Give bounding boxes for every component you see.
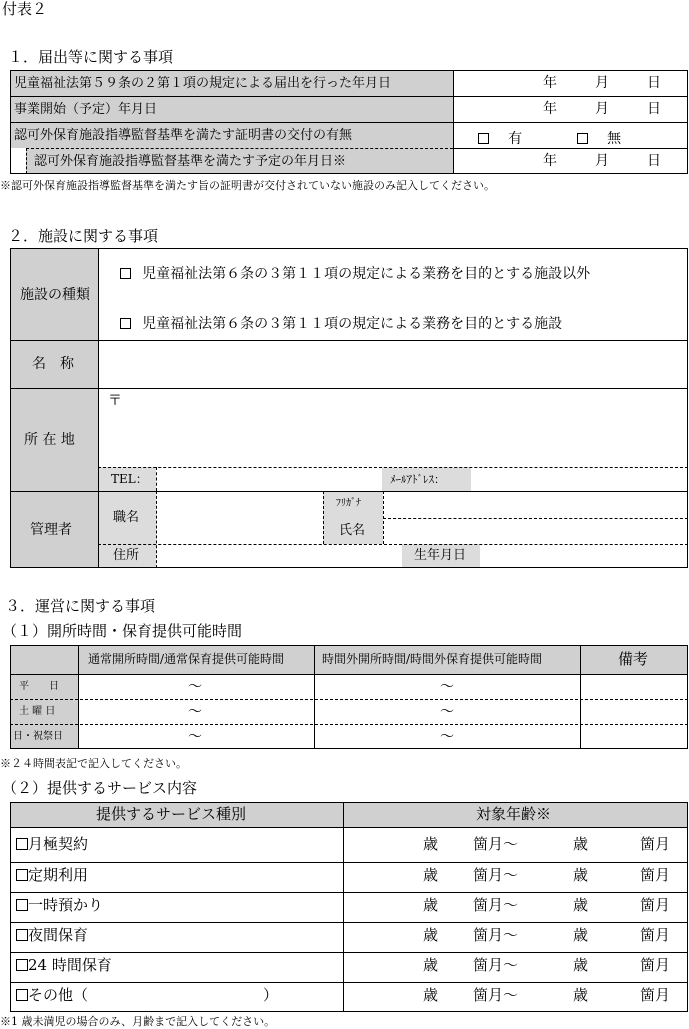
service-label: 月極契約 xyxy=(28,835,89,853)
service-label: 定期利用 xyxy=(28,866,89,884)
facility-type-option-1[interactable]: 児童福祉法第６条の３第１１項の規定による業務を目的とする施設以外 xyxy=(120,263,590,283)
service-type-header: 提供するサービス種別 xyxy=(96,805,247,823)
other-service-close-paren: ） xyxy=(263,986,279,1004)
manager-label: 管理者 xyxy=(30,522,72,538)
facility-address-label: 所 在 地 xyxy=(24,432,75,448)
weekday-label: 平 日 xyxy=(19,681,59,692)
tel-field[interactable] xyxy=(157,468,381,490)
month-label: 月 xyxy=(595,153,609,169)
services-note: ※1 歳未満児の場合のみ、月齢まで記入してください。 xyxy=(0,1015,276,1028)
facility-type-option-2[interactable]: 児童福祉法第６条の３第１１項の規定による業務を目的とする施設 xyxy=(120,313,562,333)
service-label: 夜間保育 xyxy=(28,926,89,944)
facility-address-field[interactable] xyxy=(99,389,687,466)
facility-name-field[interactable] xyxy=(99,341,687,387)
checkbox-icon[interactable] xyxy=(120,318,131,329)
age-years-from-unit: 歳 xyxy=(423,986,439,1004)
age-years-to-unit: 歳 xyxy=(573,986,589,1004)
age-months-from-unit: 箇月〜 xyxy=(473,835,519,853)
age-years-to-unit: 歳 xyxy=(573,896,589,914)
weekday-regular-tilde[interactable]: 〜 xyxy=(188,679,202,695)
age-months-from-unit: 箇月〜 xyxy=(473,986,519,1004)
start-date-label: 事業開始（予定）年月日 xyxy=(14,102,158,117)
furigana-label: ﾌﾘｶﾞﾅ xyxy=(336,498,361,509)
checkbox-icon[interactable] xyxy=(16,929,28,941)
hours-table xyxy=(10,645,688,749)
tel-label: TEL： xyxy=(111,472,148,486)
age-months-to-unit: 箇月 xyxy=(640,866,671,884)
checkbox-icon[interactable] xyxy=(16,989,28,1001)
age-years-from-unit: 歳 xyxy=(423,866,439,884)
age-years-from-unit: 歳 xyxy=(423,926,439,944)
section1-heading: １．届出等に関する事項 xyxy=(8,48,174,66)
holiday-extra-tilde[interactable]: 〜 xyxy=(440,729,454,745)
hours-note: ※２４時間表記で記入してください。 xyxy=(0,757,187,770)
age-months-to-unit: 箇月 xyxy=(640,926,671,944)
page-title: 付表２ xyxy=(2,0,48,18)
checkbox-icon[interactable] xyxy=(577,133,588,144)
day-label: 日 xyxy=(647,75,661,91)
age-months-from-unit: 箇月〜 xyxy=(473,866,519,884)
age-months-to-unit: 箇月 xyxy=(640,986,671,1004)
facility-name-label: 名 称 xyxy=(32,356,74,372)
holiday-regular-tilde[interactable]: 〜 xyxy=(188,729,202,745)
service-option[interactable] xyxy=(16,958,112,973)
month-label: 月 xyxy=(595,75,609,91)
service-label: その他（ xyxy=(28,986,89,1004)
section2-table xyxy=(10,248,688,568)
age-years-from-unit: 歳 xyxy=(423,896,439,914)
planned-date-label: 認可外保育施設指導監督基準を満たす予定の年月日※ xyxy=(34,154,347,169)
certificate-yes-option[interactable]: 有 xyxy=(478,128,522,148)
notification-date-label: 児童福祉法第５９条の２第１項の規定による届出を行った年月日 xyxy=(14,76,392,91)
service-option[interactable] xyxy=(16,837,88,852)
birth-date-label: 生年月日 xyxy=(414,548,467,563)
checkbox-icon[interactable] xyxy=(120,268,131,279)
year-label: 年 xyxy=(543,101,557,117)
person-name-field[interactable] xyxy=(384,519,687,543)
saturday-label: 土 曜 日 xyxy=(19,706,56,717)
age-months-to-unit: 箇月 xyxy=(640,956,671,974)
extra-hours-header: 時間外開所時間/時間外保育提供可能時間 xyxy=(322,652,543,666)
age-years-to-unit: 歳 xyxy=(573,866,589,884)
year-label: 年 xyxy=(543,75,557,91)
checkbox-icon[interactable] xyxy=(16,838,28,850)
section1-table xyxy=(10,70,688,174)
weekday-extra-tilde[interactable]: 〜 xyxy=(440,679,454,695)
service-option[interactable] xyxy=(16,868,88,883)
age-months-to-unit: 箇月 xyxy=(640,896,671,914)
service-option[interactable] xyxy=(16,988,88,1003)
age-years-to-unit: 歳 xyxy=(573,835,589,853)
regular-hours-header: 通常開所時間/通常保育提供可能時間 xyxy=(88,652,285,666)
furigana-field[interactable] xyxy=(384,492,687,517)
age-months-from-unit: 箇月〜 xyxy=(473,896,519,914)
age-months-from-unit: 箇月〜 xyxy=(473,926,519,944)
age-years-to-unit: 歳 xyxy=(573,956,589,974)
service-option[interactable] xyxy=(16,898,103,913)
month-label: 月 xyxy=(595,101,609,117)
age-years-from-unit: 歳 xyxy=(423,956,439,974)
job-title-label: 職名 xyxy=(113,510,140,525)
hours-heading: （１）開所時間・保育提供可能時間 xyxy=(2,622,243,640)
service-option[interactable] xyxy=(16,928,88,943)
certificate-no-option[interactable]: 無 xyxy=(577,128,621,148)
age-months-from-unit: 箇月〜 xyxy=(473,956,519,974)
checkbox-icon[interactable] xyxy=(478,133,489,144)
birth-date-field[interactable] xyxy=(481,545,687,567)
residence-label: 住所 xyxy=(113,548,140,563)
section3-heading: ３．運営に関する事項 xyxy=(5,597,156,615)
residence-field[interactable] xyxy=(157,545,401,567)
day-label: 日 xyxy=(647,153,661,169)
section1-note: ※認可外保育施設指導監督基準を満たす旨の証明書が交付されていない施設のみ記入してください。 xyxy=(0,179,495,192)
remarks-header: 備考 xyxy=(618,650,649,668)
checkbox-icon[interactable] xyxy=(16,959,28,971)
day-label: 日 xyxy=(647,101,661,117)
person-name-label: 氏名 xyxy=(339,523,366,538)
age-years-to-unit: 歳 xyxy=(573,926,589,944)
service-label: 一時預かり xyxy=(28,896,104,914)
facility-type-label: 施設の種類 xyxy=(20,287,90,303)
checkbox-icon[interactable] xyxy=(16,869,28,881)
saturday-regular-tilde[interactable]: 〜 xyxy=(188,704,202,720)
email-field[interactable] xyxy=(472,468,687,490)
job-title-field[interactable] xyxy=(157,492,322,543)
age-years-from-unit: 歳 xyxy=(423,835,439,853)
saturday-extra-tilde[interactable]: 〜 xyxy=(440,704,454,720)
postal-mark: 〒 xyxy=(108,393,122,409)
target-age-header: 対象年齢※ xyxy=(476,805,552,823)
services-table xyxy=(10,802,688,1012)
certificate-label: 認可外保育施設指導監督基準を満たす証明書の交付の有無 xyxy=(14,128,353,143)
holiday-label: 日・祝祭日 xyxy=(13,731,63,742)
services-heading: （２）提供するサービス内容 xyxy=(2,779,198,797)
email-label: ﾒｰﾙｱﾄﾞﾚｽ： xyxy=(390,473,445,486)
checkbox-icon[interactable] xyxy=(16,899,28,911)
year-label: 年 xyxy=(543,153,557,169)
service-label: 24 時間保育 xyxy=(28,956,112,974)
section2-heading: ２．施設に関する事項 xyxy=(8,227,159,245)
age-months-to-unit: 箇月 xyxy=(640,835,671,853)
